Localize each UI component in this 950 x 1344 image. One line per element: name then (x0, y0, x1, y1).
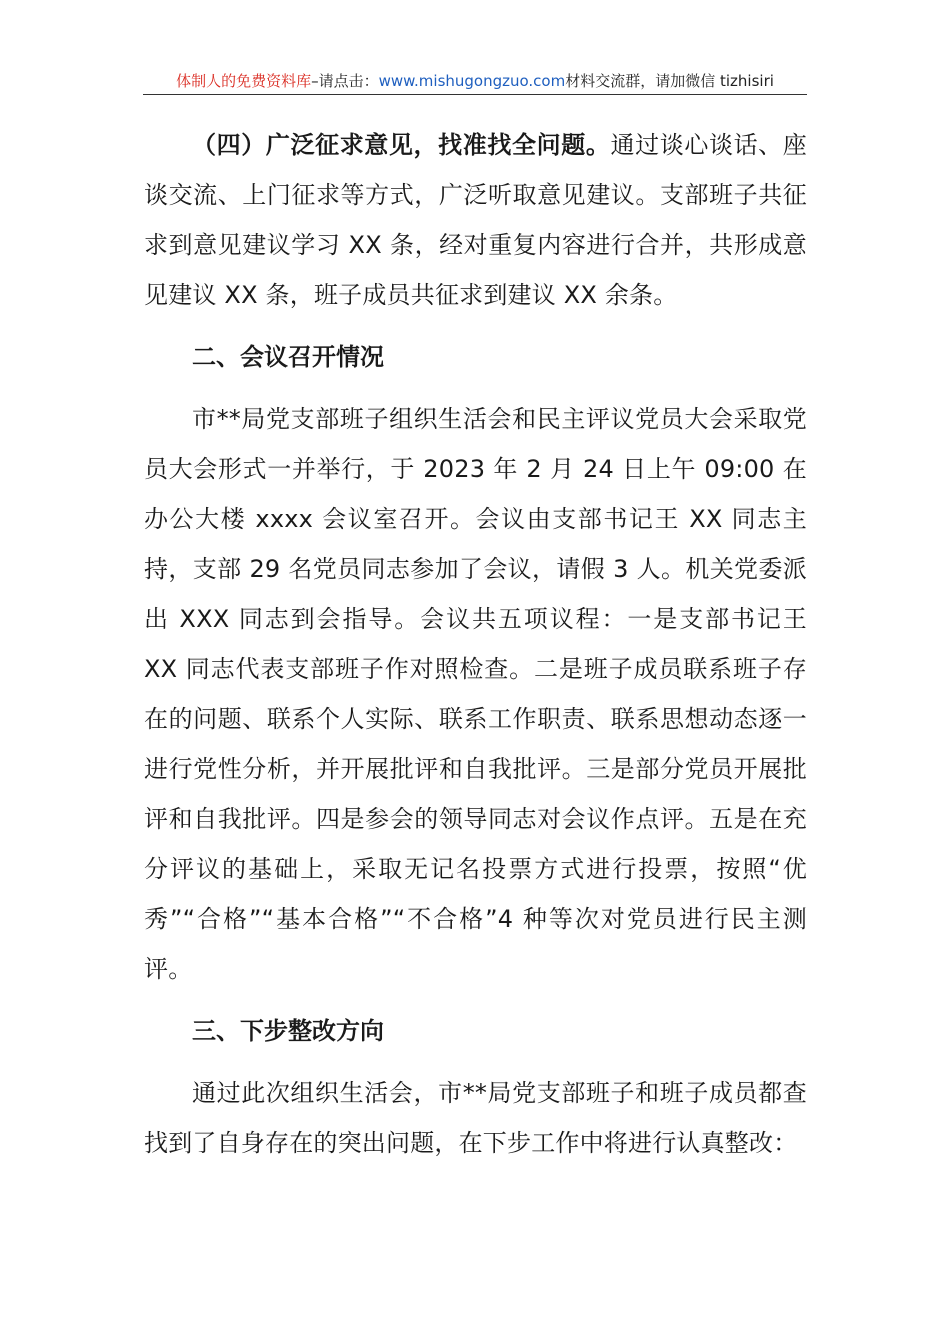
heading-rectify: 三、下步整改方向 (192, 1017, 384, 1045)
document-body (144, 120, 807, 1168)
section-4-paragraph (144, 120, 807, 320)
meeting-paragraph: 市**局党支部班子组织生活会和民主评议党员大会采取党员大会形式一并举行，于 2023 年 2 月 24 日上午 09:00 在办公大楼 xxxx 会议室召开。会议由支部书记王 XX 同志主持，支部 29 名党员同志参加了会议，请假 3 人。机关党委派出 XXX 同志到会指导。会议共五项议程：一是支部书记王 XX 同志代表支部班子作对照检查。二是班子成员联系班子存在的问题、联系个人实际、联系工作职责、联系思想动态逐一进行党性分析，并开展批评和自我批评。三是部分党员开展批评和自我批评。四是参会的领导同志对会议作点评。五是在充分评议的基础上，采取无记名投票方式进行投票，按照“优秀”“合格”“基本合格”“不合格”4 种等次对党员进行民主测评。 (144, 405, 807, 983)
heading-meeting: 二、会议召开情况 (192, 343, 384, 371)
rectify-paragraph: 通过此次组织生活会，市**局党支部班子和班子成员都查找到了自身存在的突出问题，在下步工作中将进行认真整改： (144, 1079, 807, 1157)
section-4-lead: （四）广泛征求意见，找准找全问题。 (192, 131, 611, 159)
header-link[interactable]: www.mishugongzuo.com (378, 72, 566, 90)
header-brand: 体制人的免费资料库 (176, 72, 312, 90)
section-4-body: 通过谈心谈话、座谈交流、上门征求等方式，广泛听取意见建议。支部班子共征求到意见建议学习 XX 条，经对重复内容进行合并，共形成意见建议 XX 条，班子成员共征求到建议 XX 余条。 (144, 131, 807, 309)
header-prompt: –请点击： (311, 72, 379, 90)
header-contact: 材料交流群，请加微信 tizhisiri (565, 72, 774, 90)
page-header (143, 66, 807, 95)
